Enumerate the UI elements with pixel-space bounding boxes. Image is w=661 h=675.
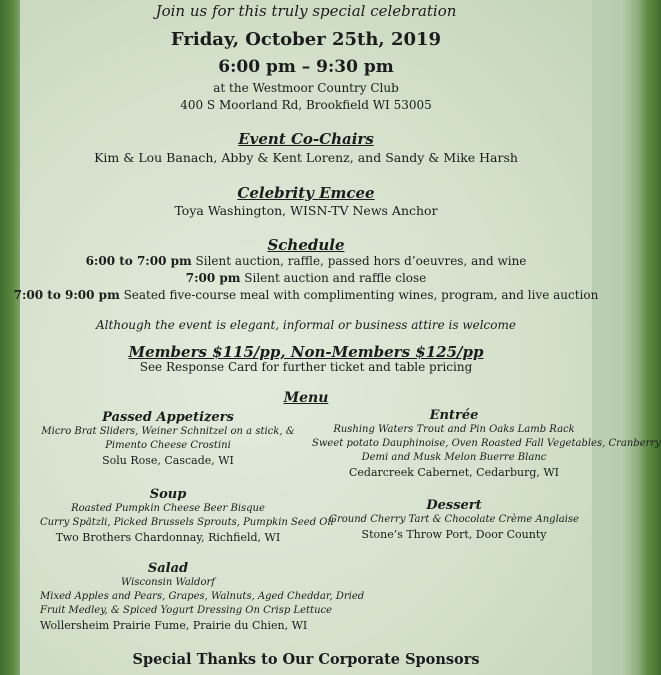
schedule-time: 7:00 to 9:00 pm — [13, 288, 120, 302]
emcee-name: Toya Washington, WISN-TV News Anchor — [174, 203, 438, 218]
schedule-desc: Silent auction, raffle, passed hors d’oeuvres, and wine — [191, 254, 527, 268]
venue-address: 400 S Moorland Rd, Brookfield WI 53005 — [180, 98, 432, 112]
schedule-desc: Silent auction and raffle close — [240, 271, 427, 285]
schedule-time: 7:00 pm — [185, 271, 241, 285]
course-wine: Stone’s Throw Port, Door County — [361, 528, 547, 541]
course-wine: Wollersheim Prairie Fume, Prairie du Chien, WI — [40, 619, 308, 632]
course-wine: Two Brothers Chardonnay, Richfield, WI — [55, 531, 281, 544]
course-line: Ground Cherry Tart & Chocolate Crème Anglaise — [329, 514, 579, 525]
schedule-desc: Seated five-course meal with complimenting wines, program, and live auction — [119, 288, 599, 302]
menu-course-dessert — [312, 498, 596, 543]
co-chairs-heading: Event Co-Chairs — [238, 130, 374, 148]
event-time: 6:00 pm – 9:30 pm — [218, 57, 394, 77]
course-line: Sweet potato Dauphinoise, Oven Roasted Fall Vegetables, Cranberry — [312, 438, 661, 449]
emcee-heading: Celebrity Emcee — [237, 184, 375, 202]
course-line: Micro Brat Sliders, Weiner Schnitzel on a stick, & — [41, 426, 295, 437]
menu-course-salad — [40, 561, 365, 634]
course-title: Salad — [147, 561, 189, 576]
course-title: Dessert — [426, 498, 482, 513]
sponsors-heading: Special Thanks to Our Corporate Sponsors — [132, 651, 480, 668]
menu-course-passed-appetizers — [40, 410, 296, 469]
course-title: Entrée — [429, 408, 479, 423]
invitation-line: Join us for this truly special celebration — [155, 2, 457, 20]
menu-heading: Menu — [283, 390, 329, 406]
course-wine: Cedarcreek Cabernet, Cedarburg, WI — [348, 466, 560, 479]
schedule-item — [0, 288, 612, 302]
venue-name: at the Westmoor Country Club — [213, 81, 399, 95]
course-line: Demi and Musk Melon Buerre Blanc — [361, 452, 547, 463]
course-line: Mixed Apples and Pears, Grapes, Walnuts, Aged Cheddar, Dried — [40, 591, 365, 602]
schedule-item — [0, 271, 612, 285]
menu-course-entree — [312, 408, 661, 481]
co-chairs-names: Kim & Lou Banach, Abby & Kent Lorenz, and Sandy & Mike Harsh — [94, 150, 518, 165]
pricing-heading: Members $115/pp, Non-Members $125/pp — [128, 343, 484, 361]
course-line: Fruit Medley, & Spiced Yogurt Dressing On Crisp Lettuce — [40, 605, 333, 616]
event-date: Friday, October 25th, 2019 — [170, 29, 442, 50]
course-line: Wisconsin Waldorf — [121, 577, 215, 588]
attire-note: Although the event is elegant, informal or business attire is welcome — [96, 318, 516, 332]
course-line: Pimento Cheese Crostini — [105, 440, 231, 451]
course-wine: Solu Rose, Cascade, WI — [102, 454, 234, 467]
schedule-item — [0, 254, 612, 268]
course-line: Curry Spätzli, Picked Brussels Sprouts, Pumpkin Seed Oil — [40, 517, 334, 528]
course-title: Soup — [149, 487, 187, 502]
course-line: Rushing Waters Trout and Pin Oaks Lamb Rack — [333, 424, 575, 435]
pricing-note: See Response Card for further ticket and table pricing — [139, 360, 473, 374]
schedule-heading: Schedule — [267, 236, 345, 254]
schedule-time: 6:00 to 7:00 pm — [85, 254, 192, 268]
course-line: Roasted Pumpkin Cheese Beer Bisque — [71, 503, 265, 514]
menu-course-soup — [40, 487, 334, 546]
course-title: Passed Appetizers — [102, 410, 234, 425]
